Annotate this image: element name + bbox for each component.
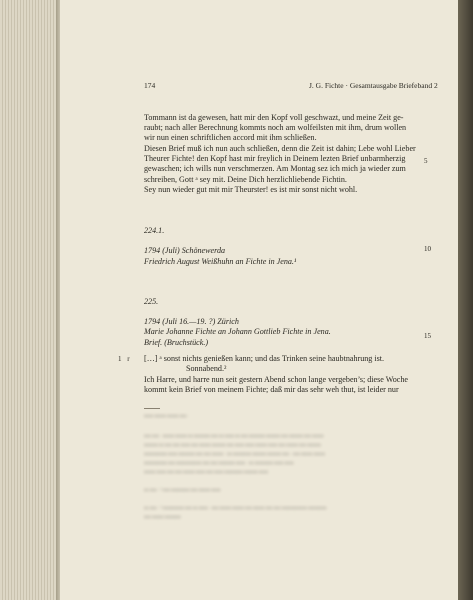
text-line: schreiben, Gott ᵃ sey mit. Deine Dich herzlichliebende Fichtin. [144, 175, 347, 184]
blurred-apparatus-line: xx xxx · ¹ xxxxxxxxx xxx xx xxxx · xxx xxxxx xxxxx xxx xxxxx xxx xxx xxxxxxxxxxx xxxxxxxx [144, 505, 327, 510]
page-number: 174 [144, 81, 156, 90]
text-line: Sey nun wieder gut mit mir Theurster! es ist mir sonst nicht wohl. [144, 185, 358, 194]
text-line: […] ᵃ sonst nichts genießen kann; und das Trinken seine haubtnahrung ist. [144, 354, 385, 363]
text-line: wir nun einen schriftlichen accord mit ihm schließen. [144, 133, 317, 142]
blurred-apparatus-line: xxxxx xxxx xxx xxx xxxxx xxxx xxx xxxx xxxxxxxx xxxxxx xxxx [144, 469, 269, 474]
running-title: J. G. Fichte · Gesamtausgabe Briefeband 2 [309, 81, 438, 90]
blurred-apparatus-line: xxxxxx xx xxx xxx xxxx xxx xxxxx xxxxxx xxx xxxx xxxx xxxxx xxxx xxx xxxxx xxx xxxxxx [144, 442, 321, 447]
text-line: Ich Harre, und harre nun seit gestern Abend schon lange vergeben’s; diese Woche [144, 375, 409, 384]
book-binding-edge [458, 0, 473, 600]
entry-correspondents: Friedrich August Weißhuhn an Fichte in Jena.¹ [144, 257, 297, 266]
entry-note: Brief. (Bruchstück.) [144, 338, 209, 347]
line-number: 5 [424, 157, 428, 165]
blurred-apparatus-line: xxx xxx · xxxxx xxxxx xx xxxxxxx xxx xx xxxx xx xxx xxxxxxx xxxxxx xxx xxxxxx xxx xxxxx [144, 433, 324, 438]
blurred-apparatus-line: xxxxxxxxxx xxx xxxxxxxxxxx xxx xxx xxxxxxx xxxx · xx xxxxxxxx xxxx xxxx [144, 460, 294, 465]
text-line: Theurer Fichte! den Kopf hast mir freylich in Deinem lezten Brief unbarmherzig [144, 154, 406, 163]
blurred-apparatus-line: xxxx xxxxx xxxxx xxx · [144, 413, 190, 418]
text-line: Diesen Brief muß ich nun auch schließen, denn die Zeit ist dahin; Lebe wohl Lieber [144, 144, 416, 153]
text-line: kommt kein Brief von meinem Fichte; daß mir das sehr weh thut, ist leider nur [144, 385, 399, 394]
blurred-apparatus-line: xxxxxxxxxx xxxx xxxxxxx xxx xxx xxxxx · xx xxxxxxxx xxxxxx xxxxxx xxx · xxx xxxxx xxxxx [144, 451, 326, 456]
text-line: Sonnabend.² [186, 364, 227, 373]
text-line: raubt; nach aller Berechnung kommts noch am wolfeilsten mit ihm, drum wollen [144, 123, 407, 132]
line-number: 10 [424, 245, 431, 253]
text-line: gewaschen; ich wills nun verschmerzen. Am Montag sez ich mich ja wieder zum [144, 164, 406, 173]
page-edges [0, 0, 58, 600]
entry-correspondents: Marie Johanne Fichte an Johann Gottlieb Fichte in Jena. [144, 327, 331, 336]
blurred-apparatus-line: xxx xxxxx xxxxxxx [144, 514, 181, 519]
entry-number: 225. [144, 297, 159, 306]
folio-mark: 1 r [118, 355, 132, 363]
entry-date-place: 1794 (Juli) Schönewerda [144, 246, 226, 255]
line-number: 15 [424, 332, 431, 340]
footnote-rule [144, 408, 160, 409]
entry-number: 224.1. [144, 226, 165, 235]
text-line: Tommann ist da gewesen, hatt mir den Kopf voll geschwazt, und meine Zeit ge- [144, 113, 404, 122]
blurred-apparatus-line: xx xxx · ¹ xxx xxxxxxxx xxx xxxxx xxxx [144, 487, 221, 492]
entry-date-place: 1794 (Juli 16.—19. ?) Zürich [144, 317, 239, 326]
